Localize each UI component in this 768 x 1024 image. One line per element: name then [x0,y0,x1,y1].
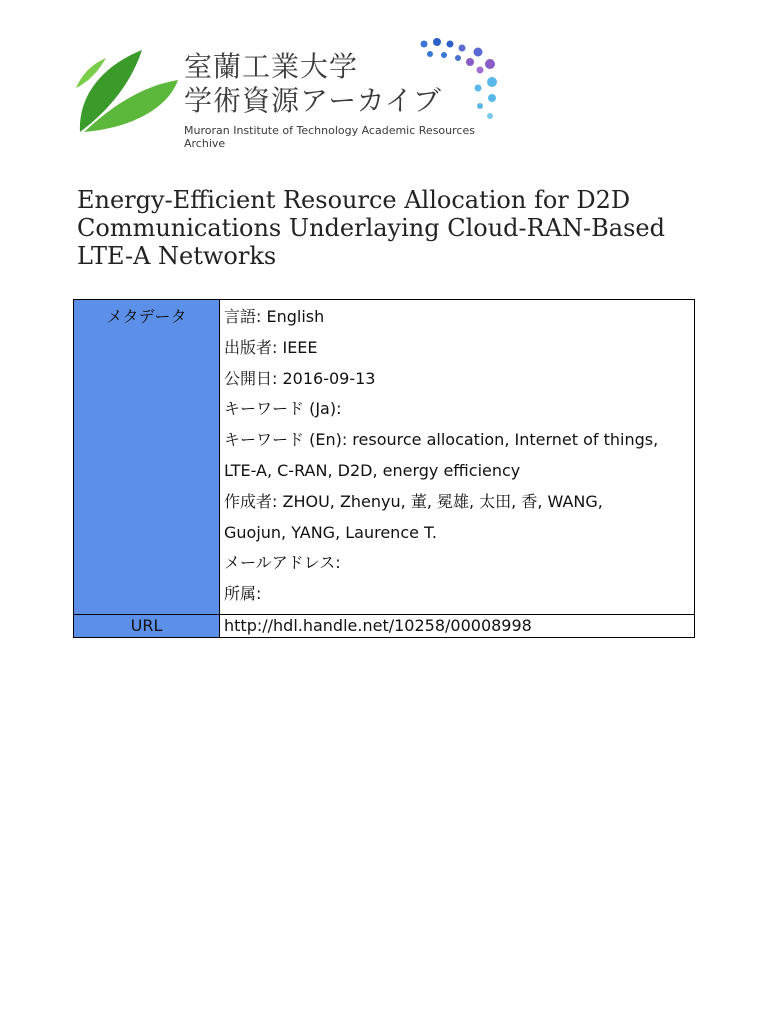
affiliation-field: 所属: [224,584,262,604]
institution-name-en: Muroran Institute of Technology Academic Resources Archive [184,124,475,150]
institution-name: 室蘭工業大学 学術資源アーカイブ [184,50,442,117]
publish-date-field: 公開日: 2016-09-13 [224,368,376,388]
url-row [74,614,695,637]
keywords-en-field-cont: LTE-A, C-RAN, D2D, energy efficiency [224,460,521,480]
url-label: URL [74,614,220,637]
metadata-values [220,300,695,615]
metadata-row [74,300,695,615]
url-link[interactable]: http://hdl.handle.net/10258/00008998 [220,614,695,637]
keywords-ja-field: キーワード (Ja): [224,399,342,419]
authors-field-cont: Guojun, YANG, Laurence T. [224,522,437,542]
archive-logo [72,36,512,150]
metadata-label: メタデータ [74,300,220,615]
metadata-table [73,299,695,638]
document-title: Energy-Efficient Resource Allocation for D2D Communications Underlaying Cloud-RAN-Based LTE-A Networks [77,186,665,270]
email-field: メールアドレス: [224,553,341,573]
keywords-en-field: キーワード (En): resource allocation, Internet of things, [224,430,659,450]
publisher-field: 出版者: IEEE [224,337,318,357]
language-field: 言語: English [224,307,325,326]
authors-field: 作成者: ZHOU, Zhenyu, 董, 冕雄, 太田, 香, WANG, [224,491,603,511]
